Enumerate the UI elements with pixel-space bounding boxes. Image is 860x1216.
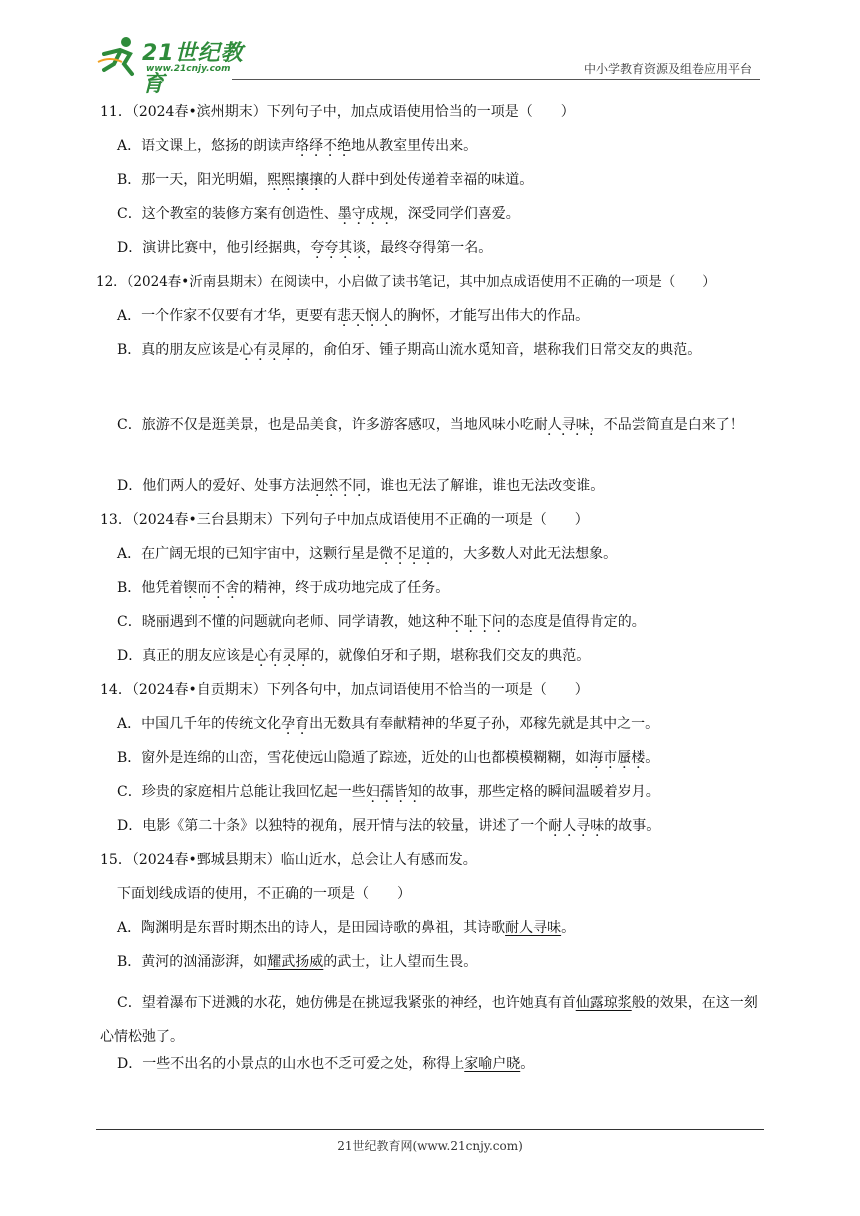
platform-title: 中小学教育资源及组卷应用平台 bbox=[583, 62, 752, 76]
dotted-idiom: 心有灵犀 bbox=[254, 648, 311, 664]
dotted-idiom: 夸夸其谈 bbox=[310, 240, 367, 256]
question-13-option-d: D．真正的朋友应该是心有灵犀的，就像伯牙和子期，堪称我们交友的典范。 bbox=[117, 648, 591, 664]
dotted-idiom: 不耻下问 bbox=[449, 614, 506, 630]
dotted-idiom: 墨守成规 bbox=[337, 206, 394, 222]
underlined-idiom: 耐人寻味 bbox=[505, 920, 562, 936]
question-13-option-a: A．在广阔无垠的已知宇宙中，这颗行星是微不足道的，大多数人对此无法想象。 bbox=[117, 546, 618, 562]
header-divider bbox=[232, 79, 760, 80]
question-11-option-d: D．演讲比赛中，他引经据典，夸夸其谈，最终夺得第一名。 bbox=[117, 240, 493, 256]
dotted-idiom: 迥然不同 bbox=[310, 478, 367, 494]
dotted-idiom: 妇孺皆知 bbox=[365, 784, 422, 800]
question-15-option-c: C．望着瀑布下迸溅的水花，她仿佛是在挑逗我紧张的神经，也许她真有首仙露琼浆般的效果，在这一刻心情松弛了。 bbox=[100, 995, 758, 1045]
logo-text: 21世纪教育 bbox=[142, 41, 244, 97]
question-12-option-c: C．旅游不仅是逛美景，也是品美食，许多游客感叹，当地风味小吃耐人寻味，不品尝简直是白来了！ bbox=[117, 417, 744, 433]
dotted-idiom: 海市蜃楼 bbox=[589, 750, 646, 766]
page-footer: 21世纪教育网(www.21cnjy.com) bbox=[337, 1139, 523, 1153]
question-15-option-d: D．一些不出名的小景点的山水也不乏可爱之处，称得上家喻户晓。 bbox=[117, 1056, 535, 1072]
question-14-option-a: A．中国几千年的传统文化孕育出无数具有奉献精神的华夏子孙，邓稼先就是其中之一。 bbox=[117, 716, 660, 732]
question-11-option-a: A．语文课上，悠扬的朗读声络绎不绝地从教室里传出来。 bbox=[117, 138, 478, 154]
question-11-option-b: B．那一天，阳光明媚，熙熙攘攘的人群中到处传递着幸福的味道。 bbox=[117, 172, 534, 188]
question-12-stem: 12．（2024春•沂南县期末）在阅读中，小启做了读书笔记，其中加点成语使用不正确的一项是（ ） bbox=[96, 274, 716, 290]
question-15-subprompt: 下面划线成语的使用，不正确的一项是（ ） bbox=[117, 886, 411, 902]
underlined-idiom: 仙露琼浆 bbox=[575, 995, 632, 1011]
question-12-option-a: A．一个作家不仅要有才华，更要有悲天悯人的胸怀，才能写出伟大的作品。 bbox=[117, 308, 590, 324]
dotted-idiom: 络绎不绝 bbox=[295, 138, 352, 154]
question-14-option-d: D．电影《第二十条》以独特的视角，展开情与法的较量，讲述了一个耐人寻味的故事。 bbox=[117, 818, 661, 834]
question-11-stem: 11．（2024春•滨州期末）下列句子中，加点成语使用恰当的一项是（ ） bbox=[100, 104, 575, 120]
underlined-idiom: 耀武扬威 bbox=[267, 954, 324, 970]
runner-logo-icon bbox=[96, 34, 142, 78]
question-13-stem: 13．（2024春•三台县期末）下列句子中加点成语使用不正确的一项是（ ） bbox=[100, 512, 589, 528]
dotted-idiom: 孕育 bbox=[281, 716, 310, 732]
dotted-idiom: 心有灵犀 bbox=[239, 342, 296, 358]
question-13-option-c: C．晓丽遇到不懂的问题就向老师、同学请教，她这种不耻下问的态度是值得肯定的。 bbox=[117, 614, 646, 630]
question-15-stem: 15．（2024春•鄄城县期末）临山近水，总会让人有感而发。 bbox=[100, 852, 477, 868]
question-15-option-a: A．陶渊明是东晋时期杰出的诗人，是田园诗歌的鼻祖，其诗歌耐人寻味。 bbox=[117, 920, 576, 936]
dotted-idiom: 微不足道 bbox=[379, 546, 436, 562]
question-12-option-b: B．真的朋友应该是心有灵犀的，俞伯牙、锺子期高山流水觅知音，堪称我们日常交友的典范。 bbox=[117, 342, 702, 358]
question-14-stem: 14．（2024春•自贡期末）下列各句中，加点词语使用不恰当的一项是（ ） bbox=[100, 682, 589, 698]
question-11-option-c: C．这个教室的装修方案有创造性、墨守成规，深受同学们喜爱。 bbox=[117, 206, 520, 222]
dotted-idiom: 悲天悯人 bbox=[337, 308, 394, 324]
dotted-idiom: 熙熙攘攘 bbox=[267, 172, 324, 188]
question-15-option-b: B．黄河的汹涌澎湃，如耀武扬威的武士，让人望而生畏。 bbox=[117, 954, 478, 970]
logo-url: www.21cnjy.com bbox=[146, 64, 231, 74]
dotted-idiom: 锲而不舍 bbox=[183, 580, 240, 596]
question-12-option-d: D．他们两人的爱好、处事方法迥然不同，谁也无法了解谁，谁也无法改变谁。 bbox=[117, 478, 605, 494]
page-header bbox=[96, 34, 760, 97]
question-13-option-b: B．他凭着锲而不舍的精神，终于成功地完成了任务。 bbox=[117, 580, 450, 596]
question-14-option-b: B．窗外是连绵的山峦，雪花使远山隐遁了踪迹，近处的山也都模模糊糊，如海市蜃楼。 bbox=[117, 750, 660, 766]
underlined-idiom: 家喻户晓 bbox=[464, 1056, 521, 1072]
dotted-idiom: 耐人寻味 bbox=[548, 818, 605, 834]
logo bbox=[96, 34, 266, 97]
question-14-option-c: C．珍贵的家庭相片总能让我回忆起一些妇孺皆知的故事，那些定格的瞬间温暖着岁月。 bbox=[117, 784, 660, 800]
dotted-idiom: 耐人寻味 bbox=[533, 417, 590, 433]
footer-divider bbox=[96, 1129, 764, 1130]
